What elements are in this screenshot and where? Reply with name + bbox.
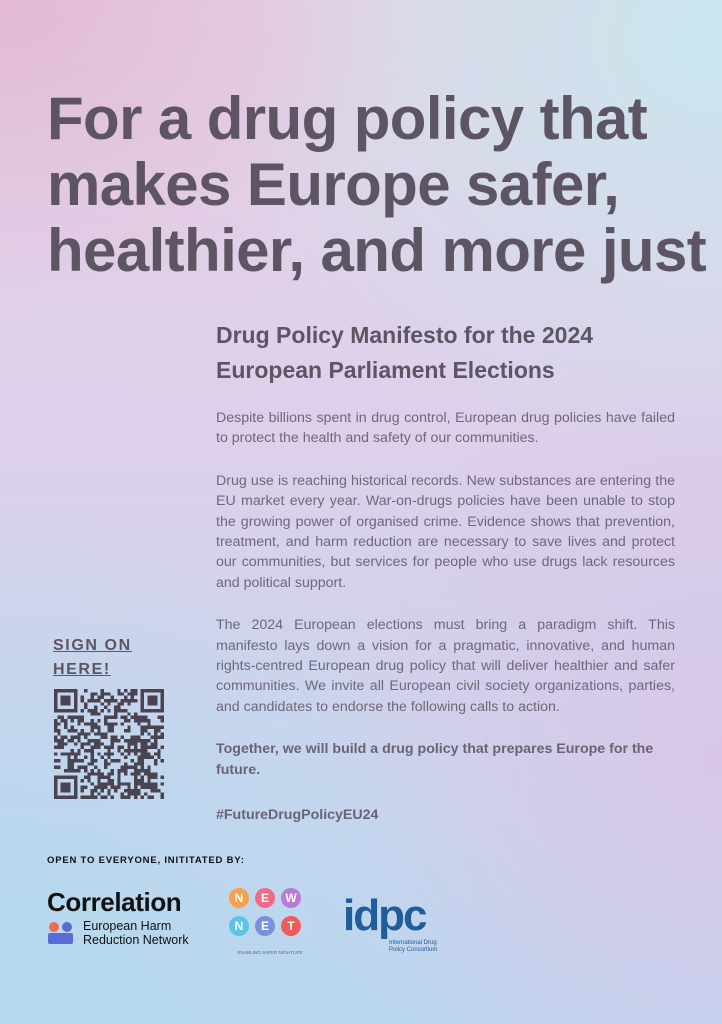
qr-code-icon[interactable]: [54, 689, 164, 799]
manifesto-body: [216, 408, 675, 848]
hashtag: #FutureDrugPolicyEU24: [216, 807, 379, 824]
correlation-logo[interactable]: [47, 887, 207, 947]
newnet-letter-e2: E: [260, 919, 270, 933]
newnet-letter-w: W: [285, 891, 297, 905]
idpc-line-2: Policy Consortium: [389, 947, 438, 953]
paragraph-3: The 2024 European elections must bring a paradigm shift. This manifesto lays down a vision for a pragmatic, innovative, and human rights-centred European drug policy that will deliver healthier and safer communities. We invite all European civil society organizations, parties, and candidates to endorse the following calls to action.: [216, 617, 675, 715]
newnet-tagline: ENABLING SAFER NIGHTLIFE: [237, 950, 303, 955]
manifesto-subtitle: Drug Policy Manifesto for the 2024 European Parliament Elections: [216, 322, 594, 383]
idpc-name: idpc: [343, 891, 426, 940]
newnet-letter-n2: N: [234, 919, 244, 933]
newnet-letter-t: T: [287, 919, 295, 933]
correlation-mark-icon: [47, 921, 75, 945]
newnet-logo[interactable]: [228, 886, 314, 958]
paragraph-1: Despite billions spent in drug control, European drug policies have failed to protect the health and safety of our communities.: [216, 410, 675, 447]
idpc-logo[interactable]: [343, 888, 453, 958]
sign-on-link[interactable]: SIGN ON HERE!: [53, 637, 132, 678]
initiated-by-label: OPEN TO EVERYONE, INITITATED BY:: [47, 855, 245, 866]
correlation-name: Correlation: [47, 887, 182, 917]
correlation-line-2: Reduction Network: [83, 933, 189, 947]
idpc-line-1: International Drug: [389, 940, 437, 946]
correlation-line-1: European Harm: [83, 919, 172, 933]
paragraph-2: Drug use is reaching historical records. New substances are entering the EU market every year. War-on-drugs policies have been unable to stop the growing power of organised crime. Evidence shows that prevention, treatment, and harm reduction are necessary to save lives and protect our communities, but services for people who use drugs lack resources and political support.: [216, 472, 675, 591]
newnet-letter-e1: E: [260, 891, 270, 905]
headline: For a drug policy that makes Europe safer, healthier, and more just: [47, 85, 707, 284]
closing-statement: Together, we will build a drug policy that prepares Europe for the future.: [216, 741, 654, 778]
newnet-letter-n1: N: [234, 891, 244, 905]
